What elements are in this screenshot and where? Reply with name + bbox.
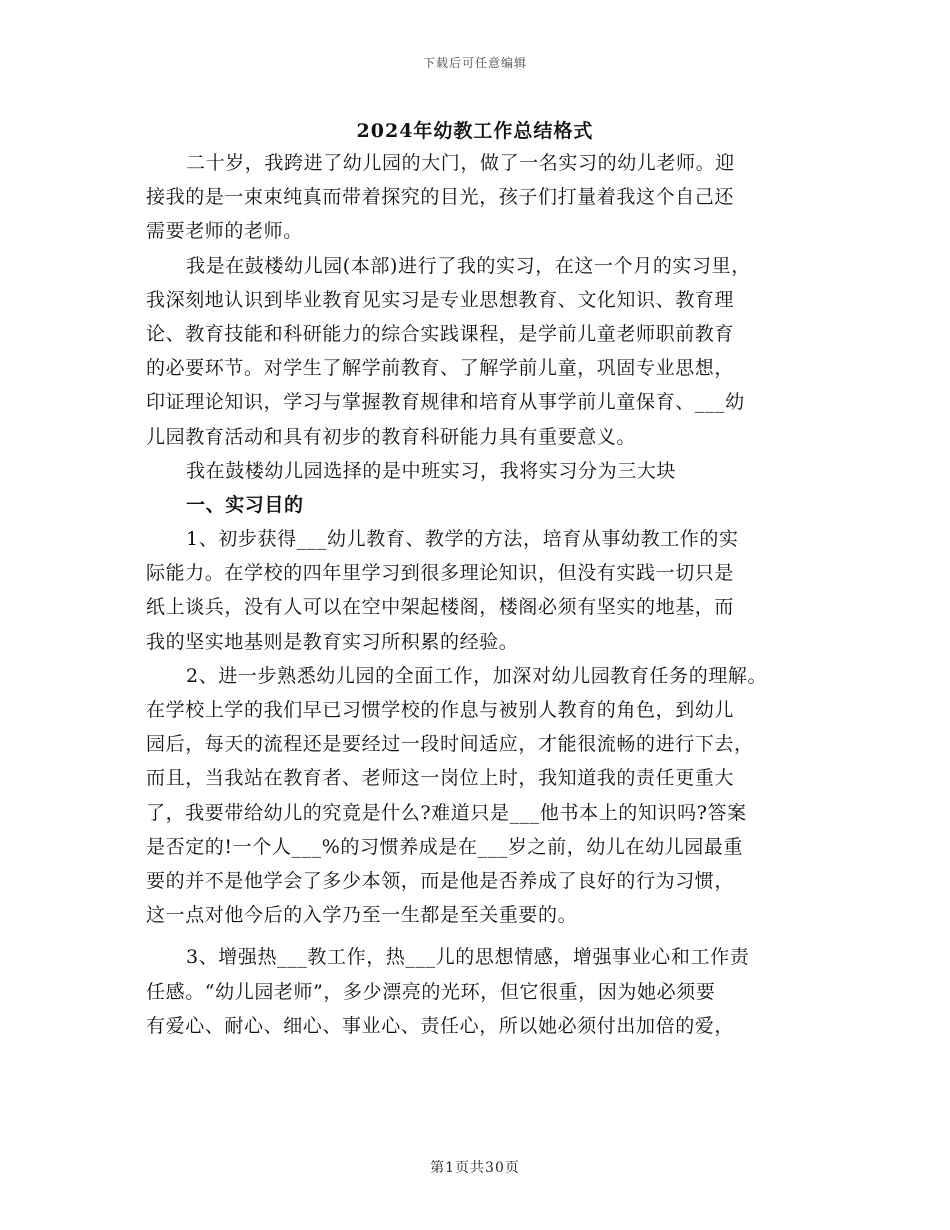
paragraph-line: 论、教育技能和科研能力的综合实践课程，是学前儿童老师职前教育 [146, 322, 735, 345]
paragraph-line: 1、初步获得___幼儿教育、教学的方法，培育从事幼教工作的实 [186, 528, 739, 551]
paragraph-line: 儿园教育活动和具有初步的教育科研能力具有重要意义。 [146, 425, 637, 448]
paragraph-line: 要的并不是他学会了多少本领，而是他是否养成了良好的行为习惯， [146, 869, 735, 892]
paragraph-line: 纸上谈兵，没有人可以在空中架起楼阁，楼阁必须有坚实的地基，而 [146, 596, 735, 619]
paragraph-line: 有爱心、耐心、细心、事业心、责任心，所以她必须付出加倍的爱， [146, 1014, 735, 1037]
paragraph-line: 我是在鼓楼幼儿园(本部)进行了我的实习，在这一个月的实习里， [186, 254, 751, 277]
document-body [146, 146, 816, 1043]
document-title: 2024年幼教工作总结格式 [356, 120, 594, 142]
paragraph-line: 接我的是一束束纯真而带着探究的目光，孩子们打量着我这个自己还 [146, 186, 735, 209]
section-heading: 一、实习目的 [186, 493, 304, 516]
page-header-note: 下载后可任意编辑 [422, 56, 527, 70]
paragraph-line: 印证理论知识，学习与掌握教育规律和培育从事学前儿童保育、___幼 [146, 391, 745, 414]
paragraph-spacer [146, 932, 816, 940]
paragraph-line: 我的坚实地基则是教育实习所积累的经验。 [146, 630, 519, 653]
page-number-footer: 第1页共30页 [430, 1160, 520, 1176]
paragraph-line: 需要老师的老师。 [146, 220, 303, 243]
paragraph-line: 我深刻地认识到毕业教育见实习是专业思想教育、文化知识、教育理 [146, 288, 735, 311]
paragraph-line: 在学校上学的我们早已习惯学校的作息与被别人教育的角色，到幼儿 [146, 699, 735, 721]
paragraph-line: 了，我要带给幼儿的究竟是什么?难道只是___他书本上的知识吗?答案 [146, 801, 747, 824]
paragraph-line: 际能力。在学校的四年里学习到很多理论知识，但没有实践一切只是 [146, 562, 735, 585]
paragraph-line: 是否定的!一个人___%的习惯养成是在___岁之前，幼儿在幼儿园最重 [146, 835, 744, 858]
paragraph-line: 园后，每天的流程还是要经过一段时间适应，才能很流畅的进行下去， [146, 733, 754, 756]
paragraph-line: 这一点对他今后的入学乃至一生都是至关重要的。 [146, 904, 578, 927]
paragraph-line: 3、增强热___教工作，热___儿的思想情感，增强事业心和工作责 [186, 946, 750, 969]
paragraph-line: 而且，当我站在教育者、老师这一岗位上时，我知道我的责任更重大 [146, 767, 735, 790]
paragraph-line: 任感。“幼儿园老师”，多少漂亮的光环，但它很重，因为她必须要 [146, 980, 716, 1003]
paragraph-line: 我在鼓楼幼儿园选择的是中班实习，我将实习分为三大块 [186, 459, 677, 482]
paragraph-line: 二十岁，我跨进了幼儿园的大门，做了一名实习的幼儿老师。迎 [186, 152, 735, 174]
paragraph-line: 2、进一步熟悉幼儿园的全面工作，加深对幼儿园教育任务的理解。 [186, 664, 768, 687]
paragraph-line: 的必要环节。对学生了解学前教育、了解学前儿童，巩固专业思想， [146, 357, 735, 380]
